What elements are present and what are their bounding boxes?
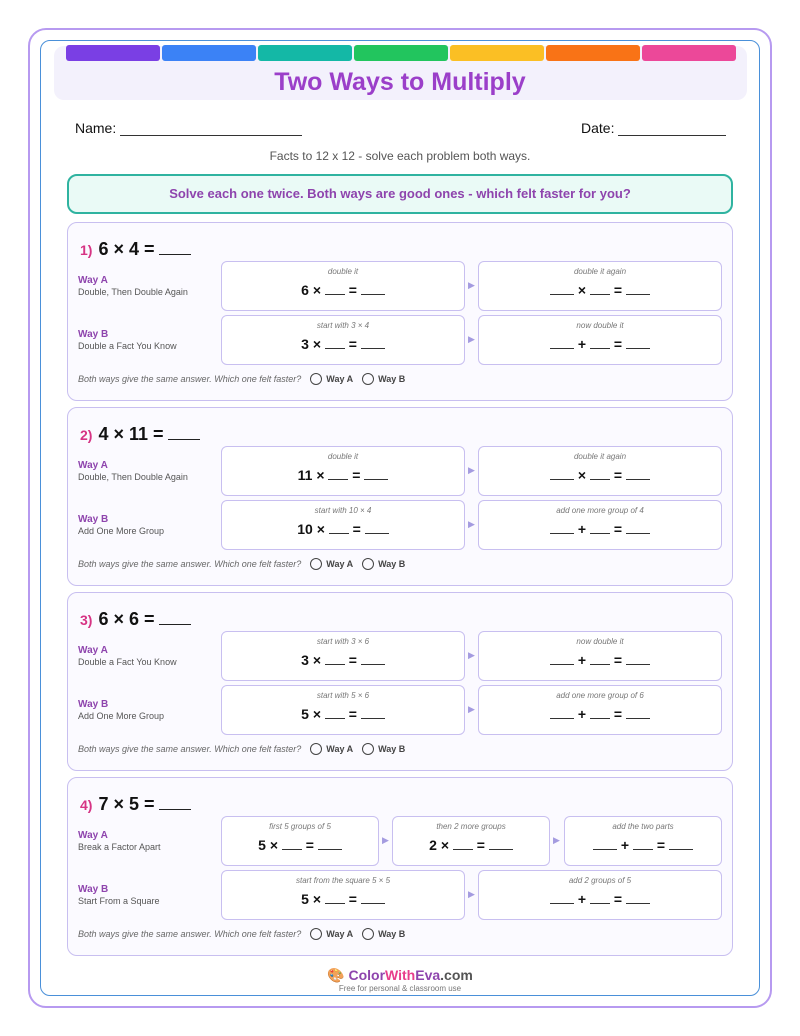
date-field[interactable] [581, 120, 726, 136]
step-hint: add one more group of 6 [556, 691, 644, 700]
step-operator: × [577, 467, 587, 483]
problem-number: 4) [80, 797, 93, 813]
way-a-radio[interactable] [310, 928, 322, 940]
way-label [78, 699, 164, 721]
logo [0, 967, 800, 993]
way-description: Start From a Square [78, 896, 160, 906]
blank[interactable] [361, 652, 385, 665]
name-label: Name: [75, 120, 117, 136]
step-lead: 2 × [429, 837, 449, 853]
arrow-icon: ▶ [468, 334, 475, 344]
blank[interactable] [593, 837, 617, 850]
step-lead: 5 × [301, 891, 321, 907]
step-hint: start with 3 × 6 [316, 637, 370, 646]
problem-number: 1) [80, 242, 93, 258]
step-lead: 11 × [297, 467, 325, 483]
blank[interactable] [550, 467, 574, 480]
blank[interactable] [626, 652, 650, 665]
logo-color: Color [348, 967, 386, 983]
step-box[interactable] [221, 261, 465, 311]
way-a-label[interactable]: Way A [326, 929, 354, 939]
problem-expression: 6 × 4 = [98, 239, 155, 259]
problem-heading [80, 791, 191, 815]
blank[interactable] [550, 706, 574, 719]
step-box[interactable] [478, 685, 722, 735]
way-b-radio[interactable] [362, 928, 374, 940]
way-label [78, 830, 161, 852]
blank[interactable] [325, 282, 345, 295]
faster-question [78, 743, 405, 755]
step-hint: now double it [576, 637, 624, 646]
blank[interactable] [590, 891, 610, 904]
blank[interactable] [590, 467, 610, 480]
blank[interactable] [364, 467, 388, 480]
blank[interactable] [365, 521, 389, 534]
blank[interactable] [318, 837, 342, 850]
color-stripe-5 [450, 45, 544, 61]
step-box[interactable] [221, 685, 465, 735]
blank[interactable] [626, 891, 650, 904]
blank[interactable] [626, 336, 650, 349]
problem-card [67, 407, 733, 586]
step-box[interactable] [478, 870, 722, 920]
way-name: Way A [78, 830, 108, 841]
way-label [78, 645, 177, 667]
blank[interactable] [590, 706, 610, 719]
arrow-icon: ▶ [468, 650, 475, 660]
way-b-radio[interactable] [362, 743, 374, 755]
step-hint: start from the square 5 × 5 [295, 876, 391, 885]
problem-heading [80, 421, 200, 445]
problem-heading [80, 236, 191, 260]
step-equation: × = [479, 467, 721, 483]
question-text: Both ways give the same answer. Which one felt faster? [78, 374, 302, 384]
step-equation: 3 × = [222, 336, 464, 352]
step-operator: + [620, 837, 630, 853]
color-stripe-2 [162, 45, 256, 61]
way-label [78, 460, 188, 482]
step-box[interactable] [221, 315, 465, 365]
way-a-label[interactable]: Way A [326, 374, 354, 384]
way-b-radio[interactable] [362, 373, 374, 385]
date-line[interactable] [618, 121, 726, 136]
step-equation: 5 × = [222, 706, 464, 722]
way-description: Double a Fact You Know [78, 657, 177, 667]
blank[interactable] [633, 837, 653, 850]
way-description: Double, Then Double Again [78, 472, 188, 482]
blank[interactable] [489, 837, 513, 850]
step-equation: 10 × = [222, 521, 464, 537]
step-hint: add one more group of 4 [556, 506, 644, 515]
step-box[interactable] [392, 816, 550, 866]
step-equation: × = [479, 282, 721, 298]
logo-eva: Eva [415, 967, 441, 983]
blank[interactable] [361, 706, 385, 719]
blank[interactable] [590, 336, 610, 349]
way-label [78, 275, 188, 297]
way-b-label[interactable]: Way B [378, 374, 406, 384]
step-lead: 5 × [258, 837, 278, 853]
answer-blank[interactable] [159, 236, 191, 255]
way-a-label[interactable]: Way A [326, 559, 354, 569]
way-name: Way B [78, 329, 109, 340]
blank[interactable] [626, 521, 650, 534]
step-lead: 6 × [301, 282, 321, 298]
color-stripe-4 [354, 45, 448, 61]
step-hint: then 2 more groups [436, 822, 506, 831]
step-lead: 3 × [301, 336, 321, 352]
blank[interactable] [669, 837, 693, 850]
way-a-radio[interactable] [310, 558, 322, 570]
step-hint: double it again [573, 452, 627, 461]
way-name: Way A [78, 460, 108, 471]
step-operator: + [577, 891, 587, 907]
step-box[interactable] [478, 500, 722, 550]
step-operator: + [577, 521, 587, 537]
answer-blank[interactable] [168, 421, 200, 440]
blank[interactable] [325, 336, 345, 349]
way-description: Add One More Group [78, 711, 165, 721]
arrow-icon: ▶ [382, 835, 389, 845]
step-box[interactable] [221, 446, 465, 496]
step-equation: 11 × = [222, 467, 464, 483]
step-equation: 5 × = [222, 891, 464, 907]
subtitle: Facts to 12 x 12 - solve each problem both ways. [269, 149, 531, 163]
faster-question [78, 928, 405, 940]
step-equation: + = [479, 521, 721, 537]
arrow-icon: ▶ [468, 280, 475, 290]
step-box[interactable] [478, 261, 722, 311]
way-name: Way A [78, 645, 108, 656]
name-line[interactable] [120, 121, 302, 136]
arrow-icon: ▶ [468, 465, 475, 475]
arrow-icon: ▶ [468, 519, 475, 529]
blank[interactable] [361, 282, 385, 295]
question-text: Both ways give the same answer. Which one felt faster? [78, 559, 302, 569]
way-label [78, 329, 177, 351]
logo-com: .com [440, 967, 473, 983]
blank[interactable] [626, 467, 650, 480]
step-box[interactable] [221, 870, 465, 920]
blank[interactable] [325, 652, 345, 665]
way-name: Way B [78, 699, 109, 710]
problem-expression: 7 × 5 = [98, 794, 155, 814]
way-name: Way B [78, 514, 109, 525]
step-equation: + = [479, 891, 721, 907]
step-equation: + = [479, 652, 721, 668]
blank[interactable] [329, 521, 349, 534]
answer-blank[interactable] [159, 606, 191, 625]
step-hint: now double it [576, 321, 624, 330]
way-b-radio[interactable] [362, 558, 374, 570]
step-equation: 6 × = [222, 282, 464, 298]
question-text: Both ways give the same answer. Which one felt faster? [78, 929, 302, 939]
problem-number: 3) [80, 612, 93, 628]
color-stripe-7 [642, 45, 736, 61]
step-box[interactable] [564, 816, 722, 866]
way-description: Add One More Group [78, 526, 165, 536]
logo-wordmark [0, 967, 800, 984]
blank[interactable] [361, 336, 385, 349]
step-box[interactable] [221, 631, 465, 681]
way-a-radio[interactable] [310, 743, 322, 755]
way-b-label[interactable]: Way B [378, 744, 406, 754]
faster-question [78, 558, 405, 570]
step-hint: add the two parts [612, 822, 674, 831]
faster-question [78, 373, 405, 385]
step-operator: × [577, 282, 587, 298]
problem-expression: 6 × 6 = [98, 609, 155, 629]
step-operator: + [577, 652, 587, 668]
step-box[interactable] [221, 500, 465, 550]
blank[interactable] [325, 891, 345, 904]
blank[interactable] [550, 652, 574, 665]
step-hint: start with 3 × 4 [316, 321, 370, 330]
step-operator: + [577, 706, 587, 722]
arrow-icon: ▶ [553, 835, 560, 845]
blank[interactable] [550, 336, 574, 349]
blank[interactable] [550, 891, 574, 904]
problem-heading [80, 606, 191, 630]
problem-card [67, 592, 733, 771]
question-text: Both ways give the same answer. Which one felt faster? [78, 744, 302, 754]
problem-card [67, 777, 733, 956]
blank[interactable] [550, 282, 574, 295]
step-hint: double it again [573, 267, 627, 276]
way-label [78, 514, 164, 536]
step-hint: start with 10 × 4 [314, 506, 372, 515]
way-b-label[interactable]: Way B [378, 929, 406, 939]
name-field[interactable] [75, 120, 302, 136]
blank[interactable] [282, 837, 302, 850]
blank[interactable] [590, 652, 610, 665]
step-equation: + = [565, 837, 721, 853]
blank[interactable] [361, 891, 385, 904]
way-description: Double a Fact You Know [78, 341, 177, 351]
step-hint: first 5 groups of 5 [269, 822, 331, 831]
step-equation: 3 × = [222, 652, 464, 668]
step-box[interactable] [478, 631, 722, 681]
step-operator: + [577, 336, 587, 352]
color-stripe-3 [258, 45, 352, 61]
blank[interactable] [590, 282, 610, 295]
problem-number: 2) [80, 427, 93, 443]
step-lead: 5 × [301, 706, 321, 722]
way-description: Break a Factor Apart [78, 842, 161, 852]
way-a-radio[interactable] [310, 373, 322, 385]
way-description: Double, Then Double Again [78, 287, 188, 297]
arrow-icon: ▶ [468, 704, 475, 714]
date-label: Date: [581, 120, 615, 136]
step-box[interactable] [221, 816, 379, 866]
color-stripe-1 [66, 45, 160, 61]
step-hint: double it [327, 452, 359, 461]
step-equation: + = [479, 706, 721, 722]
step-hint: start with 5 × 6 [316, 691, 370, 700]
step-equation: 5 × = [222, 837, 378, 853]
problem-card [67, 222, 733, 401]
blank[interactable] [328, 467, 348, 480]
problem-expression: 4 × 11 = [98, 424, 164, 444]
blank[interactable] [550, 521, 574, 534]
step-box[interactable] [478, 446, 722, 496]
palette-icon: 🎨 [327, 967, 345, 983]
logo-tagline: Free for personal & classroom use [338, 984, 462, 993]
instruction-banner: Solve each one twice. Both ways are good ones - which felt faster for you? [67, 174, 733, 214]
step-equation: + = [479, 336, 721, 352]
blank[interactable] [626, 706, 650, 719]
step-equation: 2 × = [393, 837, 549, 853]
way-b-label[interactable]: Way B [378, 559, 406, 569]
color-stripe-6 [546, 45, 640, 61]
blank[interactable] [453, 837, 473, 850]
color-stripe-bar [66, 45, 736, 61]
step-lead: 3 × [301, 652, 321, 668]
way-name: Way A [78, 275, 108, 286]
way-a-label[interactable]: Way A [326, 744, 354, 754]
way-name: Way B [78, 884, 109, 895]
way-label [78, 884, 160, 906]
step-box[interactable] [478, 315, 722, 365]
step-hint: double it [327, 267, 359, 276]
step-hint: add 2 groups of 5 [568, 876, 632, 885]
blank[interactable] [325, 706, 345, 719]
worksheet-title: Two Ways to Multiply [274, 68, 526, 96]
answer-blank[interactable] [159, 791, 191, 810]
logo-with: With [385, 967, 416, 983]
arrow-icon: ▶ [468, 889, 475, 899]
step-lead: 10 × [297, 521, 325, 537]
blank[interactable] [626, 282, 650, 295]
blank[interactable] [590, 521, 610, 534]
